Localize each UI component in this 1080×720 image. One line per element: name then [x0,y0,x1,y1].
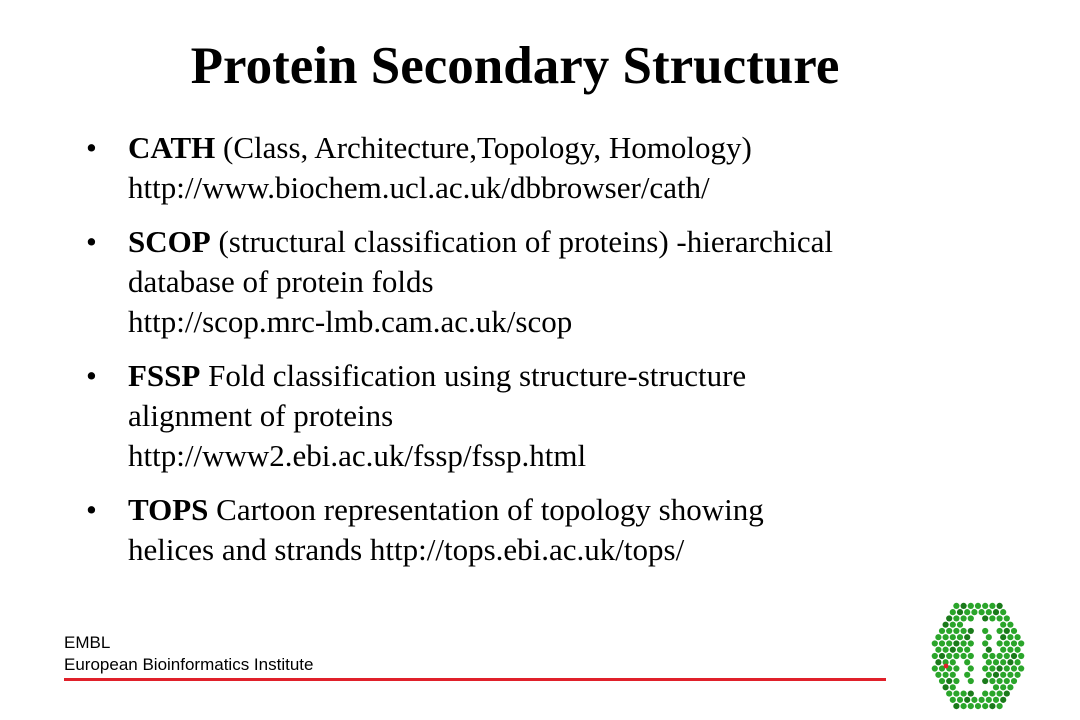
logo-dot [1000,672,1006,678]
bullet-cath [86,128,986,208]
logo-dot [997,665,1003,671]
logo-dot [1011,640,1017,646]
logo-dot [964,634,970,640]
logo-dot [961,703,967,709]
bullet-line [128,356,986,396]
logo-dot [964,647,970,653]
logo-dot [989,690,995,696]
bullet-text: (structural classification of proteins) -hierarchical [210,224,834,259]
logo-dot [1018,665,1024,671]
logo-dot [946,653,952,659]
bullet-text: Cartoon representation of topology showing [208,492,764,527]
bullet-line [128,222,986,262]
logo-dot [1007,659,1013,665]
logo-dot [961,603,967,609]
logo-dot [950,684,956,690]
logo-dot [1018,640,1024,646]
logo-dot [957,634,963,640]
logo-dot [932,653,938,659]
logo-dot [1015,634,1021,640]
logo-dot [986,672,992,678]
logo-dot [950,672,956,678]
logo-dot [939,653,945,659]
logo-dot [957,622,963,628]
logo-dot [1004,653,1010,659]
logo-dot [961,628,967,634]
logo-dot [1000,684,1006,690]
logo-dot [946,628,952,634]
logo-dot [993,609,999,615]
logo-dot [997,615,1003,621]
logo-dot [961,690,967,696]
logo-dot [953,678,959,684]
logo-dot [939,678,945,684]
logo-dot [953,690,959,696]
logo-dot [1000,659,1006,665]
logo-dot [997,653,1003,659]
bullet-line [128,490,986,530]
logo-dot [953,615,959,621]
logo-dot [1007,647,1013,653]
logo-red-dot [944,664,949,669]
logo-dot [997,678,1003,684]
footer-org-short: EMBL [64,633,111,652]
logo-dot [1015,672,1021,678]
logo-dot [961,640,967,646]
bullet-fssp [86,356,986,476]
logo-dot [979,697,985,703]
logo-dot [968,653,974,659]
logo-dot [935,672,941,678]
bullet-dot: • [86,358,97,393]
logo-dot [946,678,952,684]
bullet-label: FSSP [128,358,201,393]
logo-dot [950,697,956,703]
logo-dot [989,665,995,671]
logo-dot [997,603,1003,609]
logo-dot [979,609,985,615]
logo-dot [982,603,988,609]
logo-dot [943,684,949,690]
embl-logo-icon [922,596,1034,716]
logo-dot [968,628,974,634]
logo-dot [1007,622,1013,628]
bullet-url: http://www2.ebi.ac.uk/fssp/fssp.html [128,438,587,473]
bullet-text: alignment of proteins [128,398,394,433]
logo-dot [968,640,974,646]
logo-dot [1015,659,1021,665]
logo-dot [1000,622,1006,628]
logo-dot [964,697,970,703]
logo-dot [993,659,999,665]
logo-dot [968,678,974,684]
logo-dot [993,672,999,678]
footer-org [64,632,313,676]
logo-dot [986,659,992,665]
logo-dot [989,703,995,709]
logo-dot [946,690,952,696]
logo-dot [950,659,956,665]
logo-dot [1000,697,1006,703]
logo-dot [935,647,941,653]
bullet-text: (Class, Architecture,Topology, Homology) [215,130,752,165]
logo-dot [1007,684,1013,690]
logo-dot [964,672,970,678]
bullet-scop [86,222,986,342]
logo-dot [997,703,1003,709]
logo-dot [989,678,995,684]
logo-dot [1004,665,1010,671]
logo-dot [1018,653,1024,659]
logo-dot [950,647,956,653]
logo-dot [989,603,995,609]
logo-dot [989,615,995,621]
logo-dot [939,640,945,646]
logo-dot [989,653,995,659]
bullet-list [86,128,986,584]
logo-dot [953,703,959,709]
logo-dot [957,697,963,703]
logo-dot [1004,640,1010,646]
bullet-label: SCOP [128,224,211,259]
logo-dot [953,628,959,634]
logo-dot [1004,615,1010,621]
logo-dot [968,665,974,671]
logo-dot [943,647,949,653]
bullet-url: http://scop.mrc-lmb.cam.ac.uk/scop [128,304,573,339]
logo-dot [982,615,988,621]
footer-rule [64,678,886,681]
logo-dot [1011,653,1017,659]
logo-dot [964,609,970,615]
logo-dot [935,634,941,640]
logo-dot [943,622,949,628]
logo-dot [997,628,1003,634]
logo-dot [968,615,974,621]
bullet-label: CATH [128,130,216,165]
logo-dot [971,697,977,703]
logo-dot [961,653,967,659]
logo-dot [964,659,970,665]
logo-dot [950,609,956,615]
logo-dot [975,703,981,709]
logo-dot [1004,628,1010,634]
logo-dot [953,665,959,671]
logo-dot [971,609,977,615]
logo-dot [953,603,959,609]
logo-dot [946,615,952,621]
logo-dot [1004,678,1010,684]
logo-dot [986,609,992,615]
logo-dot [968,690,974,696]
slide-title: Protein Secondary Structure [190,37,840,95]
logo-dot [1007,634,1013,640]
logo-dot [1007,672,1013,678]
bullet-dot: • [86,492,97,527]
logo-dot [982,703,988,709]
logo-dot [982,690,988,696]
logo-dot [932,665,938,671]
bullet-url: http://www.biochem.ucl.ac.uk/dbbrowser/cath/ [128,170,710,205]
logo-dot [1000,634,1006,640]
logo-dot [982,653,988,659]
logo-dot [961,615,967,621]
logo-dot [957,609,963,615]
logo-dot [1004,690,1010,696]
bullet-text: helices and strands http://tops.ebi.ac.uk/tops/ [128,532,685,567]
logo-dot [1000,647,1006,653]
bullet-dot: • [86,224,97,259]
logo-dot [993,697,999,703]
bullet-line [128,128,986,168]
logo-dot [986,697,992,703]
logo-dot [939,628,945,634]
logo-dot [982,678,988,684]
logo-dot [968,703,974,709]
logo-dot [946,640,952,646]
logo-dot [1015,647,1021,653]
logo-dot [1000,609,1006,615]
footer-org-long: European Bioinformatics Institute [64,655,314,674]
logo-dot [943,672,949,678]
logo-dot [968,603,974,609]
logo-dot [1011,665,1017,671]
logo-dot [950,634,956,640]
bullet-label: TOPS [128,492,209,527]
logo-dot [935,659,941,665]
bullet-tops [86,490,986,570]
logo-dot [982,628,988,634]
logo-dot [986,634,992,640]
logo-dot [943,634,949,640]
bullet-dot: • [86,130,97,165]
logo-dot [953,653,959,659]
logo-dot [993,684,999,690]
logo-dot [997,690,1003,696]
logo-dot [986,647,992,653]
logo-dot [982,640,988,646]
logo-dot [975,603,981,609]
bullet-text: database of protein folds [128,264,434,299]
logo-dot [957,647,963,653]
logo-dot [1011,678,1017,684]
logo-dot [932,640,938,646]
logo-dot [997,640,1003,646]
logo-dot [982,665,988,671]
logo-dot [1011,628,1017,634]
logo-dot [953,640,959,646]
bullet-text: Fold classification using structure-structure [200,358,747,393]
logo-dot [950,622,956,628]
